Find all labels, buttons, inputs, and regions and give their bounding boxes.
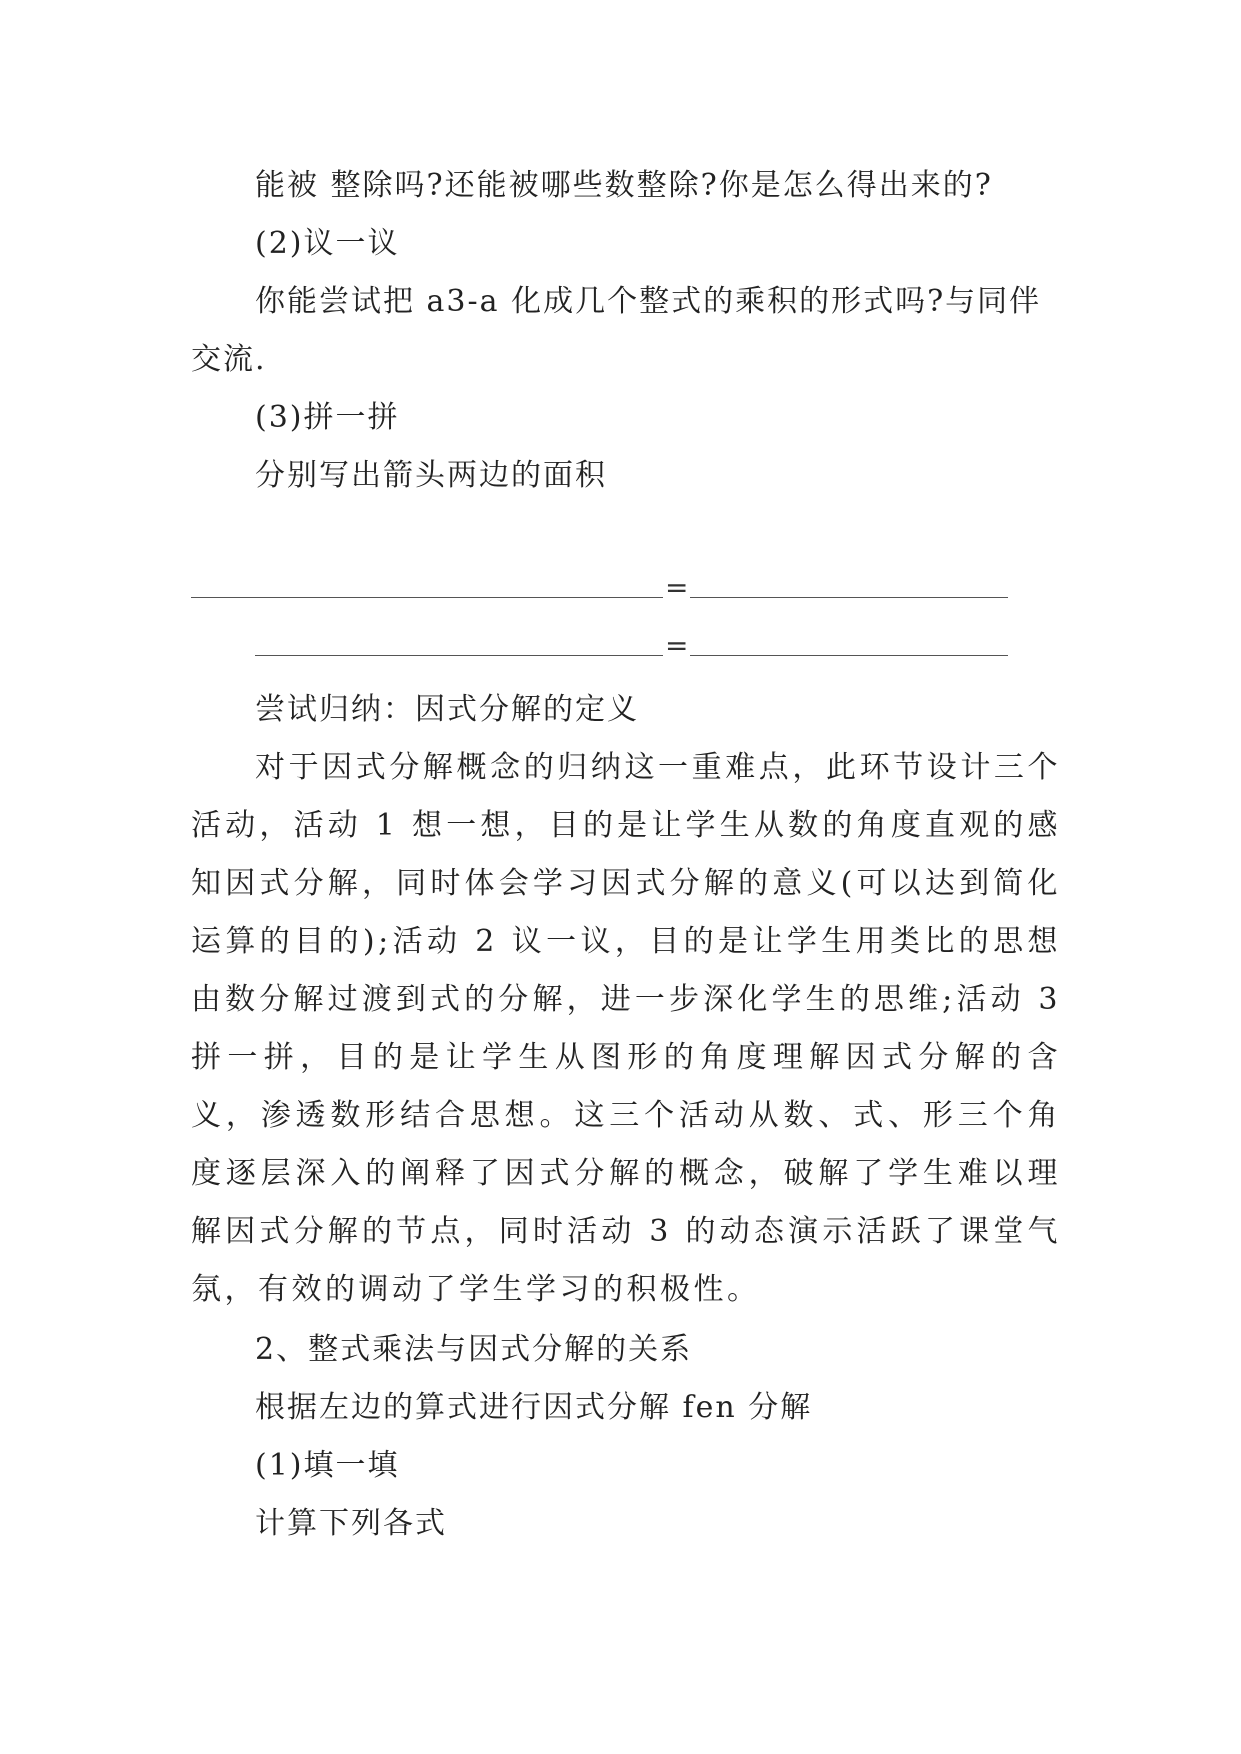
text-line-factor-by-left: 根据左边的算式进行因式分解 fen 分解 [255, 1390, 813, 1425]
text-line-calculate: 计算下列各式 [255, 1506, 447, 1541]
blank-left-2[interactable] [255, 655, 663, 656]
section-2-heading: 2、整式乘法与因式分解的关系 [255, 1332, 693, 1367]
equals-sign-1: = [665, 571, 689, 604]
blank-right-1[interactable] [690, 597, 1008, 598]
fill-blank-row-1 [191, 568, 1008, 608]
text-line-divisibility-question: 能被 整除吗?还能被哪些数整除?你是怎么得出来的? [255, 168, 993, 203]
activity-2-heading: (2)议一议 [255, 226, 400, 261]
activity-fill-heading: (1)填一填 [255, 1448, 400, 1483]
blank-right-2[interactable] [690, 655, 1008, 656]
fill-blank-row-2 [255, 626, 1008, 666]
text-line-factor-attempt: 你能尝试把 a3-a 化成几个整式的乘积的形式吗?与同伴 [255, 284, 1042, 319]
analysis-paragraph: 对于因式分解概念的归纳这一重难点，此环节设计三个活动，活动 1 想一想，目的是让学生从数的角度直观的感知因式分解，同时体会学习因式分解的意义(可以达到简化运算的目的);活动 2 议一议，目的是让学生用类比的思想由数分解过渡到式的分解，进一步深化学生的思维;活动 3 拼一拼，目的是让学生从图形的角度理解因式分解的含义，渗透数形结合思想。这三个活动从数、式、形三个角度逐层深入的阐释了因式分解的概念，破解了学生难以理解因式分解的节点，同时活动 3 的动态演示活跃了课堂气氛，有效的调动了学生学习的积极性。 [191, 750, 1061, 1307]
blank-left-1[interactable] [191, 597, 663, 598]
activity-3-heading: (3)拼一拼 [255, 400, 400, 435]
definition-summary-heading: 尝试归纳：因式分解的定义 [255, 692, 639, 727]
equals-sign-2: = [665, 629, 689, 662]
text-line-discuss: 交流. [191, 342, 267, 377]
text-line-area-instruction: 分别写出箭头两边的面积 [255, 458, 607, 493]
